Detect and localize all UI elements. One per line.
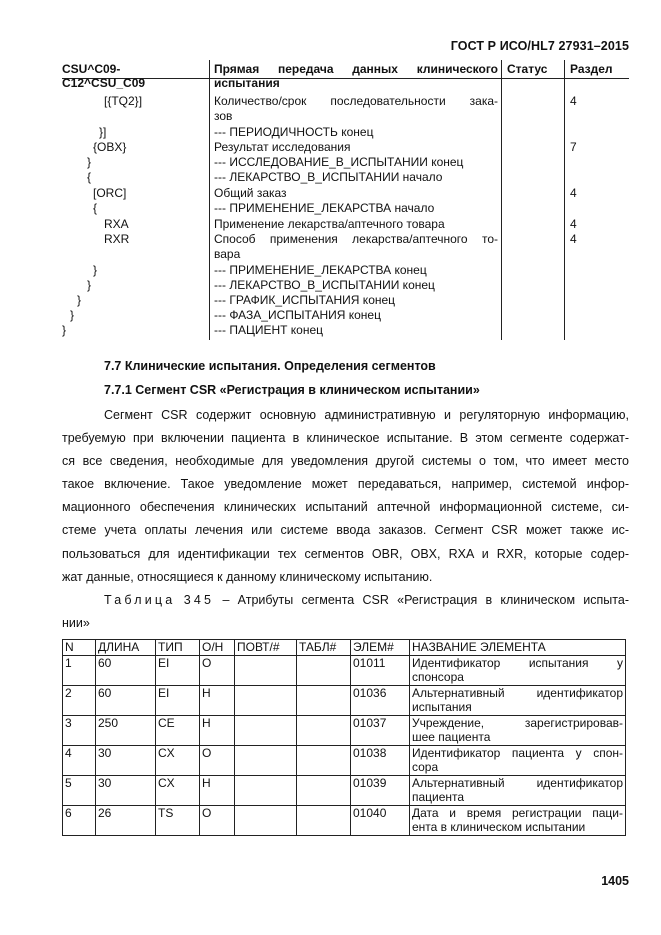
section-ref: 4	[570, 94, 577, 108]
cell-required: Н	[200, 775, 235, 805]
table-row	[63, 685, 626, 715]
column-header: НАЗВАНИЕ ЭЛЕМЕНТА	[410, 640, 626, 656]
cell-type: CX	[156, 775, 200, 805]
section-ref: 7	[570, 140, 577, 154]
desc-schedule-end: --- ГРАФИК_ИСПЫТАНИЯ конец	[214, 293, 396, 307]
caption-text-cont: нии»	[62, 616, 90, 630]
desc-rxr: Способ применения лекарства/аптечного то-	[214, 232, 498, 246]
column-divider	[564, 60, 565, 340]
section-ref: 4	[570, 232, 577, 246]
column-divider	[501, 60, 502, 340]
cell-element: 01038	[351, 745, 410, 775]
header-description: Прямая передача данных клинического испытания	[214, 62, 498, 90]
segment-bracket: }	[87, 155, 92, 169]
cell-repeat	[235, 745, 297, 775]
cell-n: 4	[63, 745, 96, 775]
cell-element: 01011	[351, 655, 410, 685]
cell-repeat	[235, 715, 297, 745]
desc-obx: Результат исследования	[214, 140, 351, 154]
desc-patient-end: --- ПАЦИЕНТ конец	[214, 323, 324, 337]
segment-rxr: RXR	[104, 232, 130, 246]
section-heading: 7.7 Клинические испытания. Определения сегментов	[104, 359, 436, 373]
cell-length: 30	[96, 745, 156, 775]
segment-bracket: {	[87, 170, 92, 184]
column-header: ПОВТ/#	[235, 640, 297, 656]
cell-required: О	[200, 655, 235, 685]
column-header: О/Н	[200, 640, 235, 656]
cell-n: 5	[63, 775, 96, 805]
cell-n: 3	[63, 715, 96, 745]
cell-required: О	[200, 745, 235, 775]
desc-tq2-cont: зов	[214, 109, 233, 123]
cell-type: CE	[156, 715, 200, 745]
cell-repeat	[235, 655, 297, 685]
cell-length: 26	[96, 805, 156, 835]
segment-rxa: RXA	[104, 217, 129, 231]
header-section: Раздел	[570, 62, 613, 76]
subsection-heading: 7.7.1 Сегмент CSR «Регистрация в клиническом испытании»	[104, 383, 480, 397]
cell-n: 2	[63, 685, 96, 715]
body-paragraph	[62, 404, 629, 589]
paragraph-line: мационного обеспечения клинических испытаний аптечной информационной системе, си-	[62, 500, 629, 515]
desc-orc: Общий заказ	[214, 186, 287, 200]
cell-n: 6	[63, 805, 96, 835]
cell-element-name: Дата и время регистрации паци- ента в клиническом испытании	[410, 805, 626, 835]
column-divider	[209, 60, 210, 340]
desc-period-end: --- ПЕРИОДИЧНОСТЬ конец	[214, 125, 374, 139]
paragraph-line: ся все сведения, необходимые для уведомления другой системы о том, что имеет место	[62, 454, 629, 469]
segment-obx: {OBX}	[93, 140, 127, 154]
table-row	[63, 715, 626, 745]
attributes-table	[62, 639, 626, 836]
cell-required: Н	[200, 715, 235, 745]
column-header: ДЛИНА	[96, 640, 156, 656]
cell-table	[297, 745, 351, 775]
cell-element: 01036	[351, 685, 410, 715]
cell-required: Н	[200, 685, 235, 715]
column-header: ТИП	[156, 640, 200, 656]
column-header: ТАБЛ#	[297, 640, 351, 656]
segment-orc: [ORC]	[93, 186, 127, 200]
cell-length: 60	[96, 685, 156, 715]
cell-table	[297, 805, 351, 835]
caption-text: – Атрибуты сегмента CSR «Регистрация в клиническом испыта-	[214, 593, 629, 607]
desc-use-end: --- ПРИМЕНЕНИЕ_ЛЕКАРСТВА конец	[214, 263, 427, 277]
cell-type: CX	[156, 745, 200, 775]
desc-use-start: --- ПРИМЕНЕНИЕ_ЛЕКАРСТВА начало	[214, 201, 435, 215]
paragraph-line: пользоваться для идентификации тех сегментов OBR, OBX, RXA и RXR, которые содер-	[62, 546, 629, 561]
table-row	[63, 775, 626, 805]
document-header: ГОСТ Р ИСО/HL7 27931–2015	[450, 39, 629, 53]
paragraph-line: требуемую при включении пациента в клиническое испытание. В этом сегменте содержат-	[62, 431, 629, 446]
desc-study-end: --- ИССЛЕДОВАНИЕ_В_ИСПЫТАНИИ конец	[214, 155, 464, 169]
segment-bracket: }	[93, 263, 98, 277]
cell-length: 250	[96, 715, 156, 745]
cell-table	[297, 715, 351, 745]
segment-bracket: }	[87, 278, 92, 292]
caption-label: Таблица	[104, 593, 176, 607]
cell-repeat	[235, 805, 297, 835]
table-row	[63, 745, 626, 775]
cell-repeat	[235, 685, 297, 715]
segment-bracket: {	[93, 201, 98, 215]
desc-drug-start: --- ЛЕКАРСТВО_В_ИСПЫТАНИИ начало	[214, 170, 443, 184]
cell-element-name: Идентификатор испытания у спонсора	[410, 655, 626, 685]
segment-bracket: }	[77, 293, 82, 307]
paragraph-line: Сегмент CSR содержит основную административную и регуляторную информацию,	[104, 408, 629, 422]
segment-bracket: }	[70, 308, 75, 322]
cell-required: О	[200, 805, 235, 835]
table-row	[63, 655, 626, 685]
desc-rxa: Применение лекарства/аптечного товара	[214, 217, 445, 231]
desc-tq2: Количество/срок последовательности зака-	[214, 94, 498, 108]
cell-repeat	[235, 775, 297, 805]
column-header: N	[63, 640, 96, 656]
cell-element-name: Идентификатор пациента у спон- сора	[410, 745, 626, 775]
paragraph-line: жат данные, относящиеся к данному клиническому испытанию.	[62, 569, 433, 584]
cell-element: 01039	[351, 775, 410, 805]
cell-type: EI	[156, 655, 200, 685]
cell-type: EI	[156, 685, 200, 715]
cell-length: 30	[96, 775, 156, 805]
header-status: Статус	[507, 62, 548, 76]
page-number: 1405	[601, 874, 629, 888]
table-header-row	[63, 640, 626, 656]
segment-tq2: [{TQ2}]	[104, 94, 143, 108]
section-ref: 4	[570, 217, 577, 231]
cell-element-name: Альтернативный идентификатор пациента	[410, 775, 626, 805]
cell-element: 01040	[351, 805, 410, 835]
paragraph-line: стеме учета оплаты лечения или системе ввода заказов. Сегмент CSR может также ис-	[62, 523, 629, 538]
cell-element: 01037	[351, 715, 410, 745]
paragraph-line: такое включение. Такое уведомление может передаваться, например, системой инфор-	[62, 477, 629, 492]
segment-bracket: }	[62, 323, 67, 337]
cell-table	[297, 655, 351, 685]
cell-element-name: Учреждение, зарегистрировав- шее пациента	[410, 715, 626, 745]
caption-number: 345	[183, 593, 215, 607]
column-header: ЭЛЕМ#	[351, 640, 410, 656]
cell-table	[297, 775, 351, 805]
header-message-type: CSU^C09- C12^CSU_C09	[62, 62, 146, 90]
table-row	[63, 805, 626, 835]
cell-length: 60	[96, 655, 156, 685]
cell-element-name: Альтернативный идентификатор испытания	[410, 685, 626, 715]
cell-n: 1	[63, 655, 96, 685]
segment-bracket: }]	[99, 125, 107, 139]
desc-drug-end: --- ЛЕКАРСТВО_В_ИСПЫТАНИИ конец	[214, 278, 435, 292]
section-ref: 4	[570, 186, 577, 200]
table-caption	[62, 589, 629, 635]
desc-rxr-cont: вара	[214, 247, 241, 261]
desc-phase-end: --- ФАЗА_ИСПЫТАНИЯ конец	[214, 308, 381, 322]
cell-type: TS	[156, 805, 200, 835]
cell-table	[297, 685, 351, 715]
